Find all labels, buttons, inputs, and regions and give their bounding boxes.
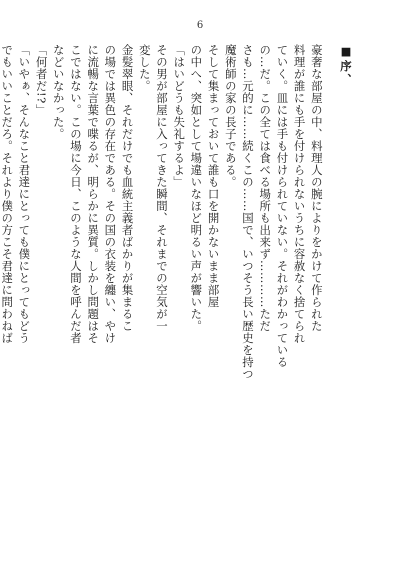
text-line: に流暢な言葉で喋るが、明らかに異質。しかし問題はそ bbox=[86, 44, 101, 344]
text-line: でもいいことだろ。それより僕の方こそ君達に問わねば bbox=[0, 44, 15, 344]
text-line: さも…元的に……続くこの……国で、いつそう長い歴史を持つ bbox=[240, 44, 255, 380]
chapter-heading: ■序、 bbox=[339, 44, 353, 87]
text-line: 魔術師の家の長子である。 bbox=[223, 44, 238, 188]
text-line: 「いやぁ、そんなこと君達にとっても僕にとってもどう bbox=[17, 44, 32, 344]
text-line: そして集まっておいて誰も口を開かないまま部屋 bbox=[206, 44, 221, 308]
text-line: 豪奢な部屋の中、料理人の腕によりをかけて作られた bbox=[309, 44, 324, 332]
text-line: 料理が誰にも手を付けられないうちに容赦なく捨てられ bbox=[292, 44, 307, 344]
text-line: 「はいどうも失礼するよ」 bbox=[172, 44, 187, 188]
text-line: 変した。 bbox=[137, 44, 152, 92]
text-line: の中へ、突如として場違いなほど明るい声が響いた。 bbox=[189, 44, 204, 332]
text-line: の…だ。この全ては食べる場所も出来ず…………ただ bbox=[258, 44, 273, 332]
text-line: の場では異色の存在である。その国の衣装を纏い、やけ bbox=[103, 44, 118, 344]
text-line: 金髪翠眼、それだけでも血統主義者ばかりが集まるこ bbox=[120, 44, 135, 332]
text-line: ていく。皿には手も付けられていない。それがわかっている bbox=[275, 44, 290, 368]
text-line: 「何者だ!?」 bbox=[34, 44, 49, 116]
text-line: その男が部屋に入ってきた瞬間、それまでの空気が一 bbox=[154, 44, 169, 332]
text-line: などいなかった。 bbox=[51, 44, 66, 140]
body-text bbox=[0, 44, 354, 514]
page-number: 6 bbox=[196, 20, 204, 31]
text-line: こではない。この場に今日、このような人間を呼んだ者 bbox=[68, 44, 83, 344]
